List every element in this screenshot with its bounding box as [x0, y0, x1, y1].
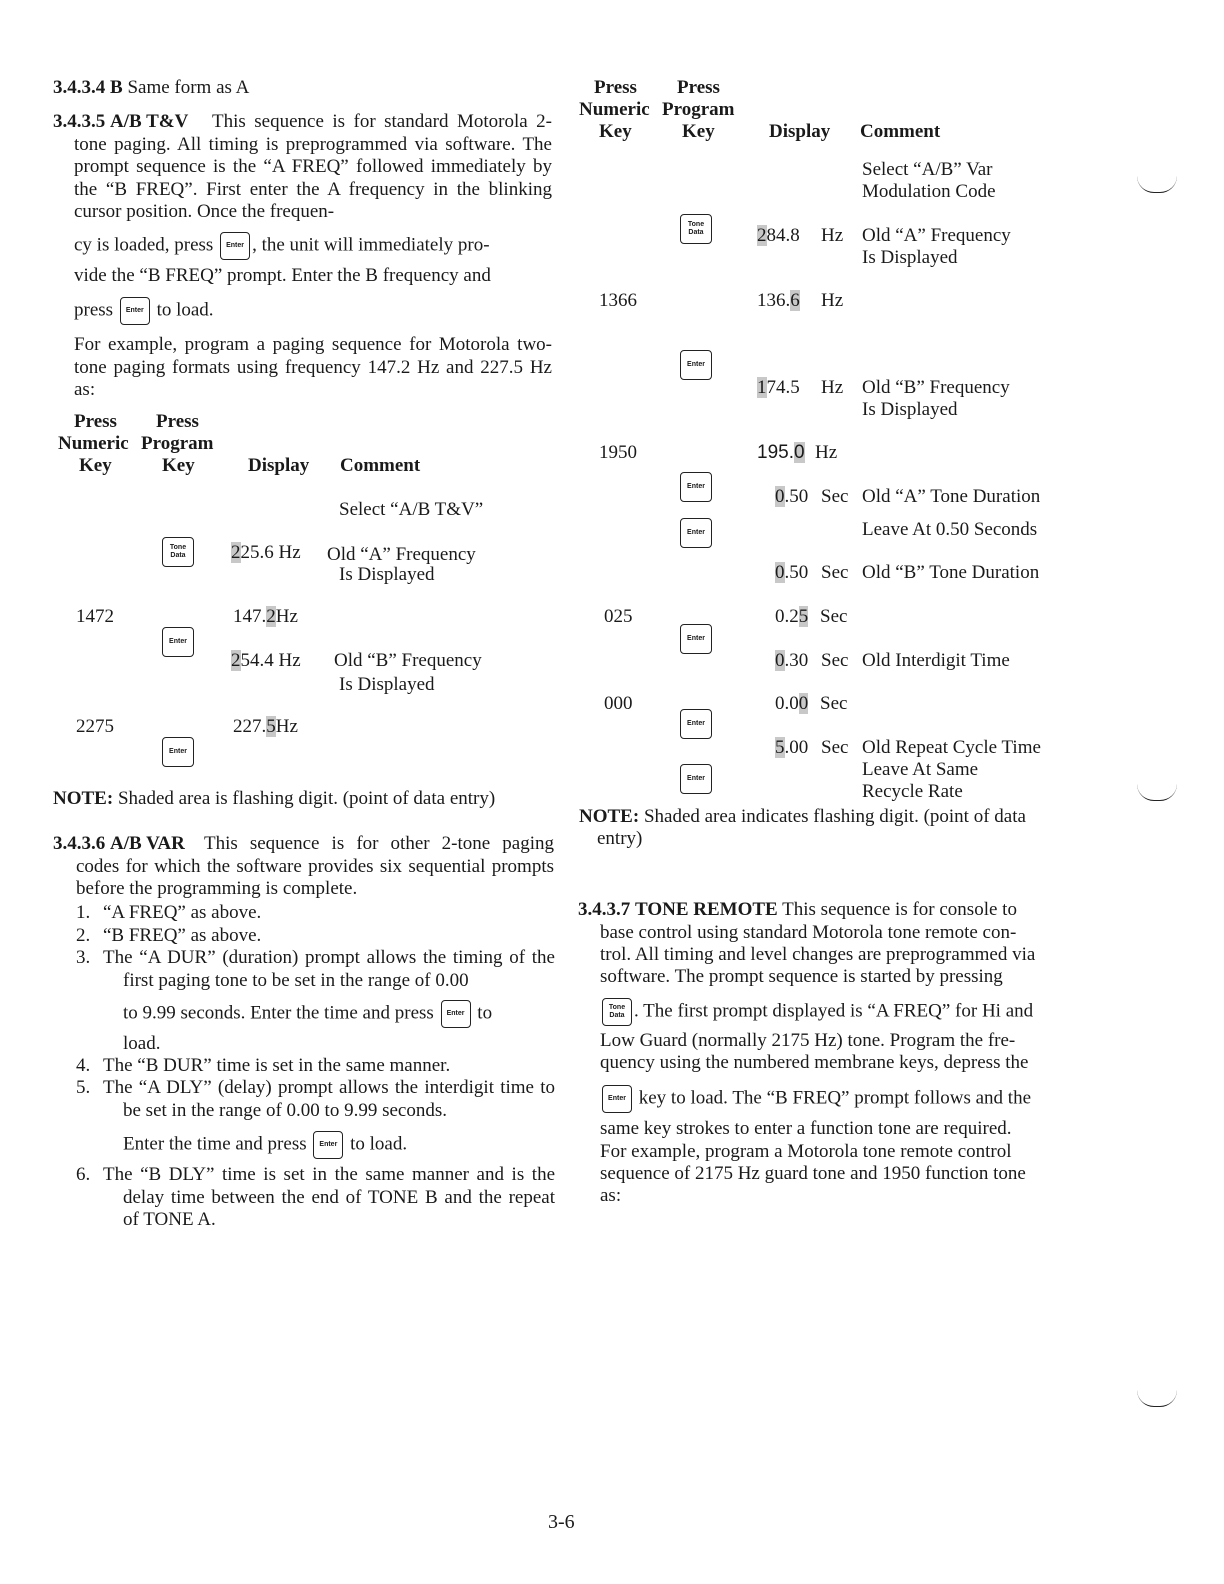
- list-item-1-number: 1.: [76, 902, 91, 923]
- section-3-4-3-7-line11: sequence of 2175 Hz guard tone and 1950 function tone: [600, 1163, 1026, 1184]
- list-item-6: The “B DLY” time is set in the same manner and is the delay time between the end of TONE B and the repeat of TONE A.: [103, 1164, 555, 1230]
- header-key-1: Key: [599, 121, 632, 142]
- flashing-digit: 0: [775, 486, 785, 507]
- text: press: [74, 299, 114, 321]
- r-row8-numeric-key: 025: [604, 606, 633, 627]
- tone-data-key-icon: [602, 998, 632, 1026]
- r-row0-comment-1: Select “A/B” Var: [862, 159, 993, 180]
- text: key to load. The “B FREQ” prompt follows and the: [638, 1087, 1032, 1109]
- row2-display: [233, 606, 298, 628]
- row3-comment-1: Old “B” Frequency: [334, 650, 482, 671]
- header-program: Program: [662, 99, 735, 120]
- header-press-program: Press: [156, 411, 199, 432]
- enter-key-icon: Enter: [680, 350, 712, 380]
- list-item-3-end: load.: [123, 1033, 161, 1054]
- enter-key-icon: Enter: [680, 518, 712, 548]
- r-row5-comment: Old “A” Tone Duration: [862, 486, 1041, 507]
- key-label: Tone: [608, 1004, 626, 1011]
- display-unit: Hz: [275, 606, 298, 627]
- enter-key-icon: Enter: [220, 232, 250, 260]
- header-press-numeric: Press: [74, 411, 117, 432]
- text: This sequence is for console to: [782, 899, 1017, 920]
- r-row1-comment-1: Old “A” Frequency: [862, 225, 1011, 246]
- display-value: 0.0: [775, 693, 799, 714]
- left-note: [53, 788, 495, 810]
- flashing-digit: 5: [266, 716, 276, 737]
- row3-display: [231, 650, 301, 672]
- tone-data-key-icon: [162, 537, 194, 567]
- r-row8-unit: Sec: [820, 606, 848, 627]
- list-item-2-number: 2.: [76, 925, 91, 946]
- enter-key-icon: Enter: [602, 1085, 632, 1113]
- header-press-numeric: Press: [594, 77, 637, 98]
- list-item-4: The “B DUR” time is set in the same manner.: [103, 1055, 451, 1076]
- text: to: [477, 1002, 493, 1024]
- r-row1-comment-2: Is Displayed: [862, 247, 958, 268]
- row4-numeric-key: 2275: [76, 716, 114, 737]
- list-item-5-number: 5.: [76, 1077, 91, 1098]
- list-item-3-number: 3.: [76, 947, 91, 968]
- section-number: 3.4.3.5: [53, 111, 106, 132]
- r-row9-comment: Old Interdigit Time: [862, 650, 1010, 671]
- r-row7-unit: Sec: [821, 562, 849, 583]
- enter-key-icon: Enter: [680, 472, 712, 502]
- r-row4-display: [757, 442, 805, 464]
- margin-mark: [1137, 784, 1177, 801]
- enter-key-icon: Enter: [162, 627, 194, 657]
- r-row11-comment-2: Leave At Same: [862, 759, 979, 780]
- section-3-4-3-7-line7: quency using the numbered membrane keys, depress the: [600, 1052, 1029, 1073]
- key-label: Tone: [169, 544, 187, 551]
- flashing-digit: 2: [266, 606, 276, 627]
- display-value: 147.: [233, 606, 267, 627]
- header-comment: Comment: [340, 455, 421, 476]
- example-paragraph: For example, program a paging sequence for Motorola two-tone paging formats using frequency 147.2 Hz and 227.5 Hz as:: [74, 334, 552, 400]
- section-3-4-3-7-line9: same key strokes to enter a function tone are required.: [600, 1118, 1012, 1139]
- r-row7-comment: Old “B” Tone Duration: [862, 562, 1040, 583]
- text: to load.: [350, 1133, 408, 1155]
- r-row4-unit: Hz: [815, 442, 838, 463]
- flashing-digit: 0: [775, 562, 785, 583]
- flashing-digit: 2: [757, 225, 767, 246]
- section-number: 3.4.3.4: [53, 77, 106, 98]
- header-program: Program: [141, 433, 214, 454]
- page-number: 3-6: [548, 1511, 575, 1533]
- text: cy is loaded, press: [74, 234, 214, 256]
- flashing-digit: 5: [775, 737, 785, 758]
- section-3-4-3-5-para3: vide the “B FREQ” prompt. Enter the B frequency and: [74, 265, 491, 286]
- section-3-4-3-7-line4: software. The prompt sequence is started by pressing: [600, 966, 1003, 987]
- header-display: Display: [248, 455, 310, 476]
- flashing-digit: 2: [231, 542, 241, 563]
- header-comment: Comment: [860, 121, 941, 142]
- flashing-digit: 0: [793, 442, 805, 463]
- r-row3-comment-2: Is Displayed: [862, 399, 958, 420]
- margin-mark: [1137, 1390, 1177, 1407]
- display-value: 25.6 Hz: [240, 542, 301, 563]
- display-value: .50: [784, 562, 809, 583]
- display-value: 0.2: [775, 606, 799, 627]
- text: to load.: [156, 299, 214, 321]
- section-3-4-3-6-intro: This sequence is for other 2-tone paging codes for which the software provides six sequential prompts before the programming is complete.: [76, 833, 554, 899]
- r-row10-unit: Sec: [820, 693, 848, 714]
- enter-key-icon: Enter: [680, 624, 712, 654]
- r-row11-comment-3: Recycle Rate: [862, 781, 963, 802]
- display-value: 54.4 Hz: [240, 650, 301, 671]
- r-row0-comment-2: Modulation Code: [862, 181, 996, 202]
- r-row3-comment-1: Old “B” Frequency: [862, 377, 1010, 398]
- enter-key-icon: Enter: [441, 1000, 471, 1028]
- section-3-4-3-7-line3: trol. All timing and level changes are preprogrammed via: [600, 944, 1036, 965]
- row1-display: [231, 542, 301, 564]
- section-number: 3.4.3.7: [578, 899, 631, 920]
- r-row11-unit: Sec: [821, 737, 849, 758]
- section-3-4-3-5-para1: This sequence is for standard Motorola 2-tone paging. All timing is preprogrammed via software. The prompt sequence is the “A FREQ” followed immediately by the “B FREQ”. First enter the A frequency in the blinking cursor position. Once the frequen-: [74, 111, 552, 222]
- r-row9-unit: Sec: [821, 650, 849, 671]
- section-3-4-3-7-line12: as:: [600, 1185, 622, 1206]
- note-text: Shaded area indicates flashing digit. (point of data: [643, 806, 1026, 827]
- flashing-digit: 0: [775, 650, 785, 671]
- display-value: .30: [784, 650, 809, 671]
- flashing-digit: 0: [798, 693, 809, 714]
- enter-key-icon: Enter: [120, 297, 150, 325]
- r-row3-display: [757, 377, 800, 399]
- key-label: Tone: [687, 221, 705, 228]
- r-row2-display: [757, 290, 800, 312]
- row0-comment: Select “A/B T&V”: [339, 499, 484, 520]
- r-row11-comment-1: Old Repeat Cycle Time: [862, 737, 1041, 758]
- list-item-3-cont: [123, 1000, 492, 1028]
- display-value: .00: [784, 737, 809, 758]
- r-row5-display: [775, 486, 808, 508]
- section-3-4-3-7-line5: [600, 998, 1033, 1026]
- r-row8-display: [775, 606, 808, 628]
- note-label: NOTE:: [579, 806, 640, 827]
- r-row10-numeric-key: 000: [604, 693, 633, 714]
- section-title: B: [110, 77, 123, 98]
- flashing-digit: 5: [798, 606, 809, 627]
- r-row9-display: [775, 650, 808, 672]
- list-item-3: The “A DUR” (duration) prompt allows the timing of the first paging tone to be set in the range of 0.00: [103, 947, 555, 991]
- flashing-digit: 6: [790, 290, 800, 311]
- r-row1-unit: Hz: [821, 225, 844, 246]
- list-item-4-number: 4.: [76, 1055, 91, 1076]
- display-value: 136.: [757, 290, 791, 311]
- row1-comment-1: Old “A” Frequency: [327, 544, 476, 565]
- r-row2-numeric-key: 1366: [599, 290, 637, 311]
- enter-key-icon: Enter: [162, 737, 194, 767]
- r-row3-unit: Hz: [821, 377, 844, 398]
- list-item-6-number: 6.: [76, 1164, 91, 1185]
- key-label: Data: [609, 1012, 625, 1019]
- key-label: Data: [688, 229, 704, 236]
- section-3-4-3-5-para4: [74, 297, 214, 325]
- flashing-digit: 1: [757, 377, 767, 398]
- section-title: TONE REMOTE: [635, 899, 778, 920]
- list-item-5: The “A DLY” (delay) prompt allows the interdigit time to be set in the range of 0.00 to 9.99 seconds.: [103, 1077, 555, 1121]
- right-note-line2: entry): [597, 828, 643, 849]
- row3-comment-2: Is Displayed: [339, 674, 435, 695]
- enter-key-icon: Enter: [313, 1131, 343, 1159]
- section-3-4-3-5-para2: [74, 232, 490, 260]
- r-row5-unit: Sec: [821, 486, 849, 507]
- note-label: NOTE:: [53, 788, 114, 809]
- r-row11-display: [775, 737, 808, 759]
- row1-comment-2: Is Displayed: [339, 564, 435, 585]
- display-value: 74.5: [766, 377, 800, 398]
- text: to 9.99 seconds. Enter the time and press: [123, 1002, 434, 1024]
- header-key-2: Key: [162, 455, 195, 476]
- header-press-program: Press: [677, 77, 720, 98]
- section-3-4-3-7-line10: For example, program a Motorola tone remote control: [600, 1141, 1012, 1162]
- header-numeric: Numeric: [58, 433, 129, 454]
- header-key-2: Key: [682, 121, 715, 142]
- section-3-4-3-7-line8: [600, 1085, 1031, 1113]
- header-numeric: Numeric: [579, 99, 650, 120]
- r-row10-display: [775, 693, 808, 715]
- text: . The first prompt displayed is “A FREQ” for Hi and: [634, 1000, 1034, 1022]
- list-item-1: “A FREQ” as above.: [103, 902, 262, 923]
- margin-mark: [1137, 176, 1177, 193]
- section-number: 3.4.3.6: [53, 833, 106, 854]
- display-unit: Hz: [275, 716, 298, 737]
- list-item-2: “B FREQ” as above.: [103, 925, 262, 946]
- section-3-4-3-7-line2: base control using standard Motorola tone remote con-: [600, 922, 1017, 943]
- display-value: 227.: [233, 716, 267, 737]
- key-label: Data: [170, 552, 186, 559]
- r-row6-comment: Leave At 0.50 Seconds: [862, 519, 1038, 540]
- right-note-line1: [579, 806, 1026, 828]
- text: , the unit will immediately pro-: [252, 234, 490, 256]
- section-3-4-3-7-line1: [578, 899, 1017, 921]
- display-value: 195.: [757, 442, 794, 463]
- header-display: Display: [769, 121, 831, 142]
- r-row7-display: [775, 562, 808, 584]
- section-text: Same form as A: [127, 77, 250, 98]
- tone-data-key-icon: [680, 214, 712, 244]
- row2-numeric-key: 1472: [76, 606, 114, 627]
- note-text: Shaded area is flashing digit. (point of data entry): [117, 788, 496, 809]
- section-title: A/B T&V: [110, 111, 189, 132]
- display-value: 84.8: [766, 225, 800, 246]
- section-3-4-3-4: [53, 77, 249, 99]
- section-3-4-3-7-line6: Low Guard (normally 2175 Hz) tone. Program the fre-: [600, 1030, 1016, 1051]
- r-row1-display: [757, 225, 800, 247]
- text: Enter the time and press: [123, 1133, 307, 1155]
- enter-key-icon: Enter: [680, 709, 712, 739]
- flashing-digit: 2: [231, 650, 241, 671]
- section-title: A/B VAR: [110, 833, 185, 854]
- display-value: .50: [784, 486, 809, 507]
- row4-display: [233, 716, 298, 738]
- r-row4-numeric-key: 1950: [599, 442, 637, 463]
- enter-key-icon: Enter: [680, 764, 712, 794]
- header-key-1: Key: [79, 455, 112, 476]
- list-item-5-cont: [123, 1131, 407, 1159]
- r-row2-unit: Hz: [821, 290, 844, 311]
